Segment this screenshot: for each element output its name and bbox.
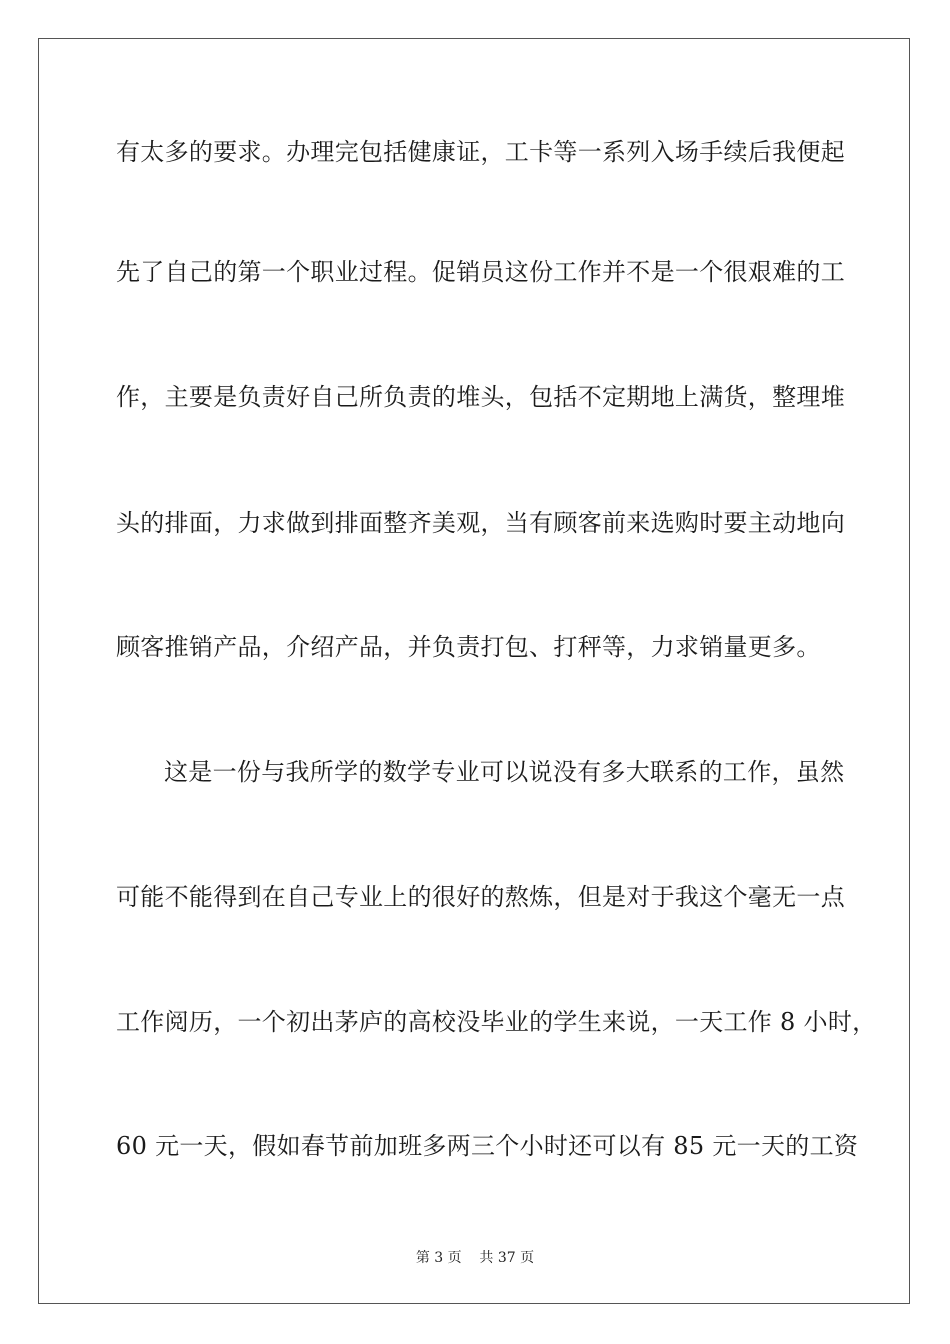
body-text-line-4: 头的排面，力求做到排面整齐美观，当有顾客前来选购时要主动地向 <box>116 509 845 537</box>
body-text-line-2: 先了自己的第一个职业过程。促销员这份工作并不是一个很艰难的工 <box>116 258 845 286</box>
body-text-line-3: 作，主要是负责好自己所负责的堆头，包括不定期地上满货，整理堆 <box>116 383 845 411</box>
body-text-line-9: 60 元一天，假如春节前加班多两三个小时还可以有 85 元一天的工资 <box>116 1132 859 1160</box>
body-text-line-1: 有太多的要求。办理完包括健康证，工卡等一系列入场手续后我便起 <box>116 138 845 166</box>
page-border <box>38 38 910 1304</box>
body-text-line-6: 这是一份与我所学的数学专业可以说没有多大联系的工作，虽然 <box>164 758 845 786</box>
body-text-line-7: 可能不能得到在自己专业上的很好的熬炼，但是对于我这个毫无一点 <box>116 883 845 911</box>
body-text-line-8: 工作阅历，一个初出茅庐的高校没毕业的学生来说，一天工作 8 小时， <box>116 1008 877 1036</box>
page-number-footer: 第 3 页 共 37 页 <box>415 1250 535 1266</box>
body-text-line-5: 顾客推销产品，介绍产品，并负责打包、打秤等，力求销量更多。 <box>116 633 821 661</box>
